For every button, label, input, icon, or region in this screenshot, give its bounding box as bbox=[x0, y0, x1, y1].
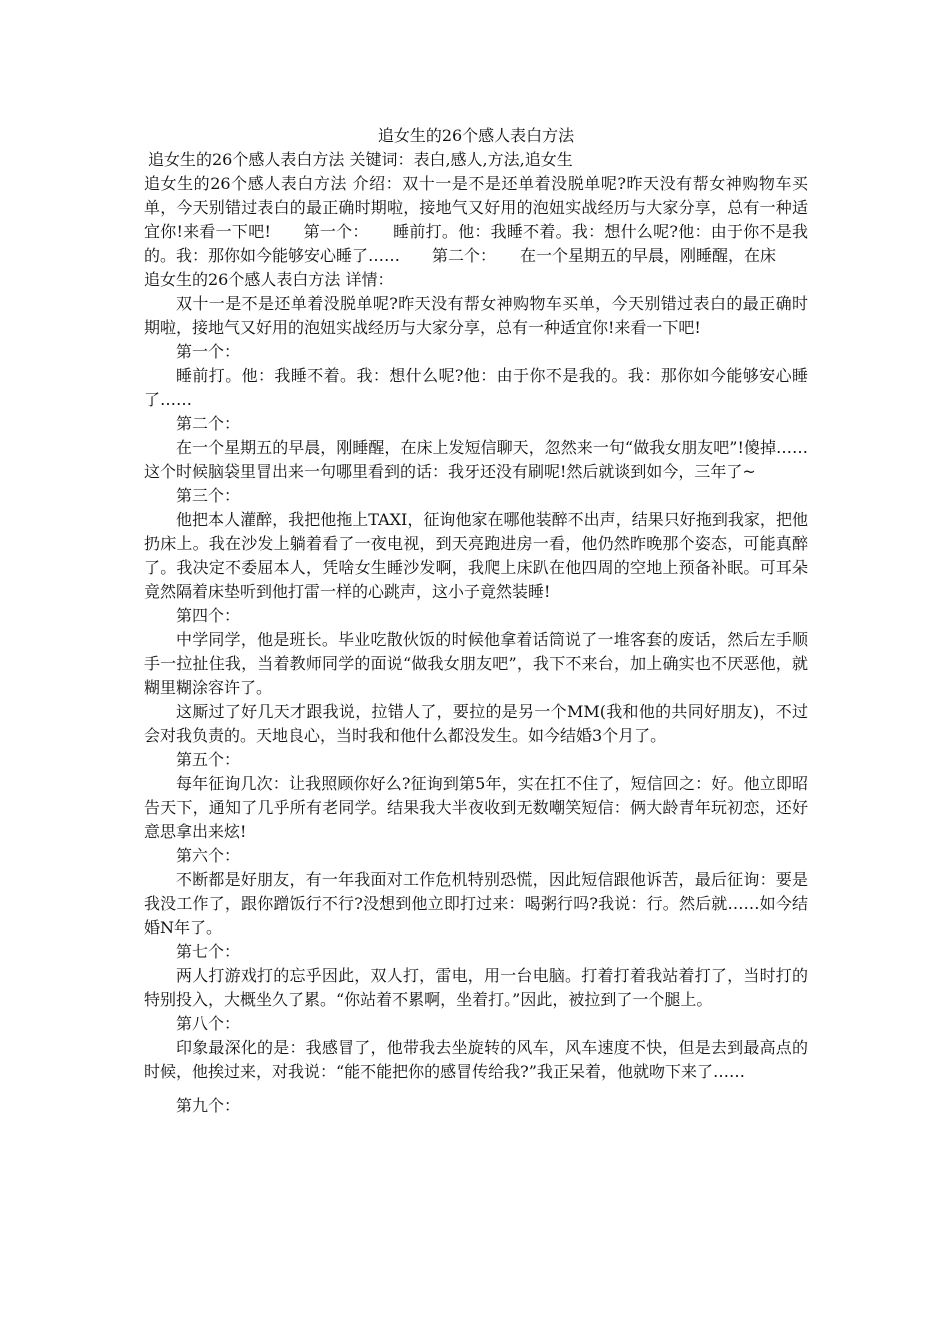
paragraph: 这厮过了好几天才跟我说，拉错人了，要拉的是另一个MM(我和他的共同好朋友)，不过会对我负责的。天地良心，当时我和他什么都没发生。如今结婚3个月了。 bbox=[144, 702, 808, 745]
spacer bbox=[144, 1084, 808, 1094]
keywords-line: 追女生的26个感人表白方法 关键词：表白,感人,方法,追女生 bbox=[148, 150, 573, 169]
paragraph: 印象最深化的是：我感冒了，他带我去坐旋转的风车，风车速度不快，但是去到最高点的时候，他挨过来，对我说：“能不能把你的感冒传给我?”我正呆着，他就吻下来了…… bbox=[144, 1038, 808, 1081]
section-heading: 第三个： bbox=[176, 486, 241, 505]
section-heading: 第五个： bbox=[176, 750, 241, 769]
paragraph: 两人打游戏打的忘乎因此，双人打，雷电，用一台电脑。打着打着我站着打了，当时打的特别投入，大概坐久了累。“你站着不累啊，坐着打。”因此，被拉到了一个腿上。 bbox=[144, 966, 808, 1009]
paragraph: 不断都是好朋友，有一年我面对工作危机特别恐慌，因此短信跟他诉苦，最后征询：要是我没工作了，跟你蹭饭行不行?没想到他立即打过来：喝粥行吗?我说：行。然后就……如今结婚N年了。 bbox=[144, 870, 808, 937]
document-title: 追女生的26个感人表白方法 bbox=[377, 126, 575, 145]
article-body bbox=[144, 292, 808, 1118]
section-heading: 第六个： bbox=[176, 846, 241, 865]
paragraph: 双十一是不是还单着没脱单呢?昨天没有帮女神购物车买单，今天别错过表白的最正确时期啦，接地气又好用的泡妞实战经历与大家分享，总有一种适宜你!来看一下吧! bbox=[144, 294, 808, 337]
section-heading: 第九个： bbox=[176, 1096, 241, 1115]
paragraph: 每年征询几次：让我照顾你好么?征询到第5年，实在扛不住了，短信回之：好。他立即昭告天下，通知了几乎所有老同学。结果我大半夜收到无数嘲笑短信：俩大龄青年玩初恋，还好意思拿出来炫! bbox=[144, 774, 808, 841]
section-heading: 第一个： bbox=[176, 342, 241, 361]
intro-summary: 追女生的26个感人表白方法 介绍：双十一是不是还单着没脱单呢?昨天没有帮女神购物车买单，今天别错过表白的最正确时期啦，接地气又好用的泡妞实战经历与大家分享，总有一种适宜你!来看一下吧! 第一个： 睡前打。他：我睡不着。我：想什么呢?他：由于你不是我的。我：那你如今能够安心睡了…… 第二个： 在一个星期五的早晨，刚睡醒，在床 bbox=[144, 174, 808, 265]
paragraph: 睡前打。他：我睡不着。我：想什么呢?他：由于你不是我的。我：那你如今能够安心睡了…… bbox=[144, 366, 808, 409]
section-heading: 第四个： bbox=[176, 606, 241, 625]
paragraph: 中学同学，他是班长。毕业吃散伙饭的时候他拿着话筒说了一堆客套的废话，然后左手顺手一拉扯住我，当着教师同学的面说“做我女朋友吧”，我下不来台，加上确实也不厌恶他，就糊里糊涂容许了。 bbox=[144, 630, 808, 697]
section-heading: 第八个： bbox=[176, 1014, 241, 1033]
section-heading: 第七个： bbox=[176, 942, 241, 961]
detail-label: 追女生的26个感人表白方法 详情： bbox=[144, 270, 394, 289]
paragraph: 他把本人灌醉，我把他拖上TAXI，征询他家在哪他装醉不出声，结果只好拖到我家，把他扔床上。我在沙发上躺着看了一夜电视，到天亮跑进房一看，他仍然昨晚那个姿态，可能真醉了。我决定不委屈本人，凭啥女生睡沙发啊，我爬上床趴在他四周的空地上预备补眠。可耳朵竟然隔着床垫听到他打雷一样的心跳声，这小子竟然装睡! bbox=[144, 510, 808, 601]
document-page bbox=[144, 124, 808, 1118]
paragraph: 在一个星期五的早晨，刚睡醒，在床上发短信聊天，忽然来一句“做我女朋友吧”!傻掉……这个时候脑袋里冒出来一句哪里看到的话：我牙还没有刷呢!然后就谈到如今，三年了~ bbox=[144, 438, 808, 481]
section-heading: 第二个： bbox=[176, 414, 241, 433]
